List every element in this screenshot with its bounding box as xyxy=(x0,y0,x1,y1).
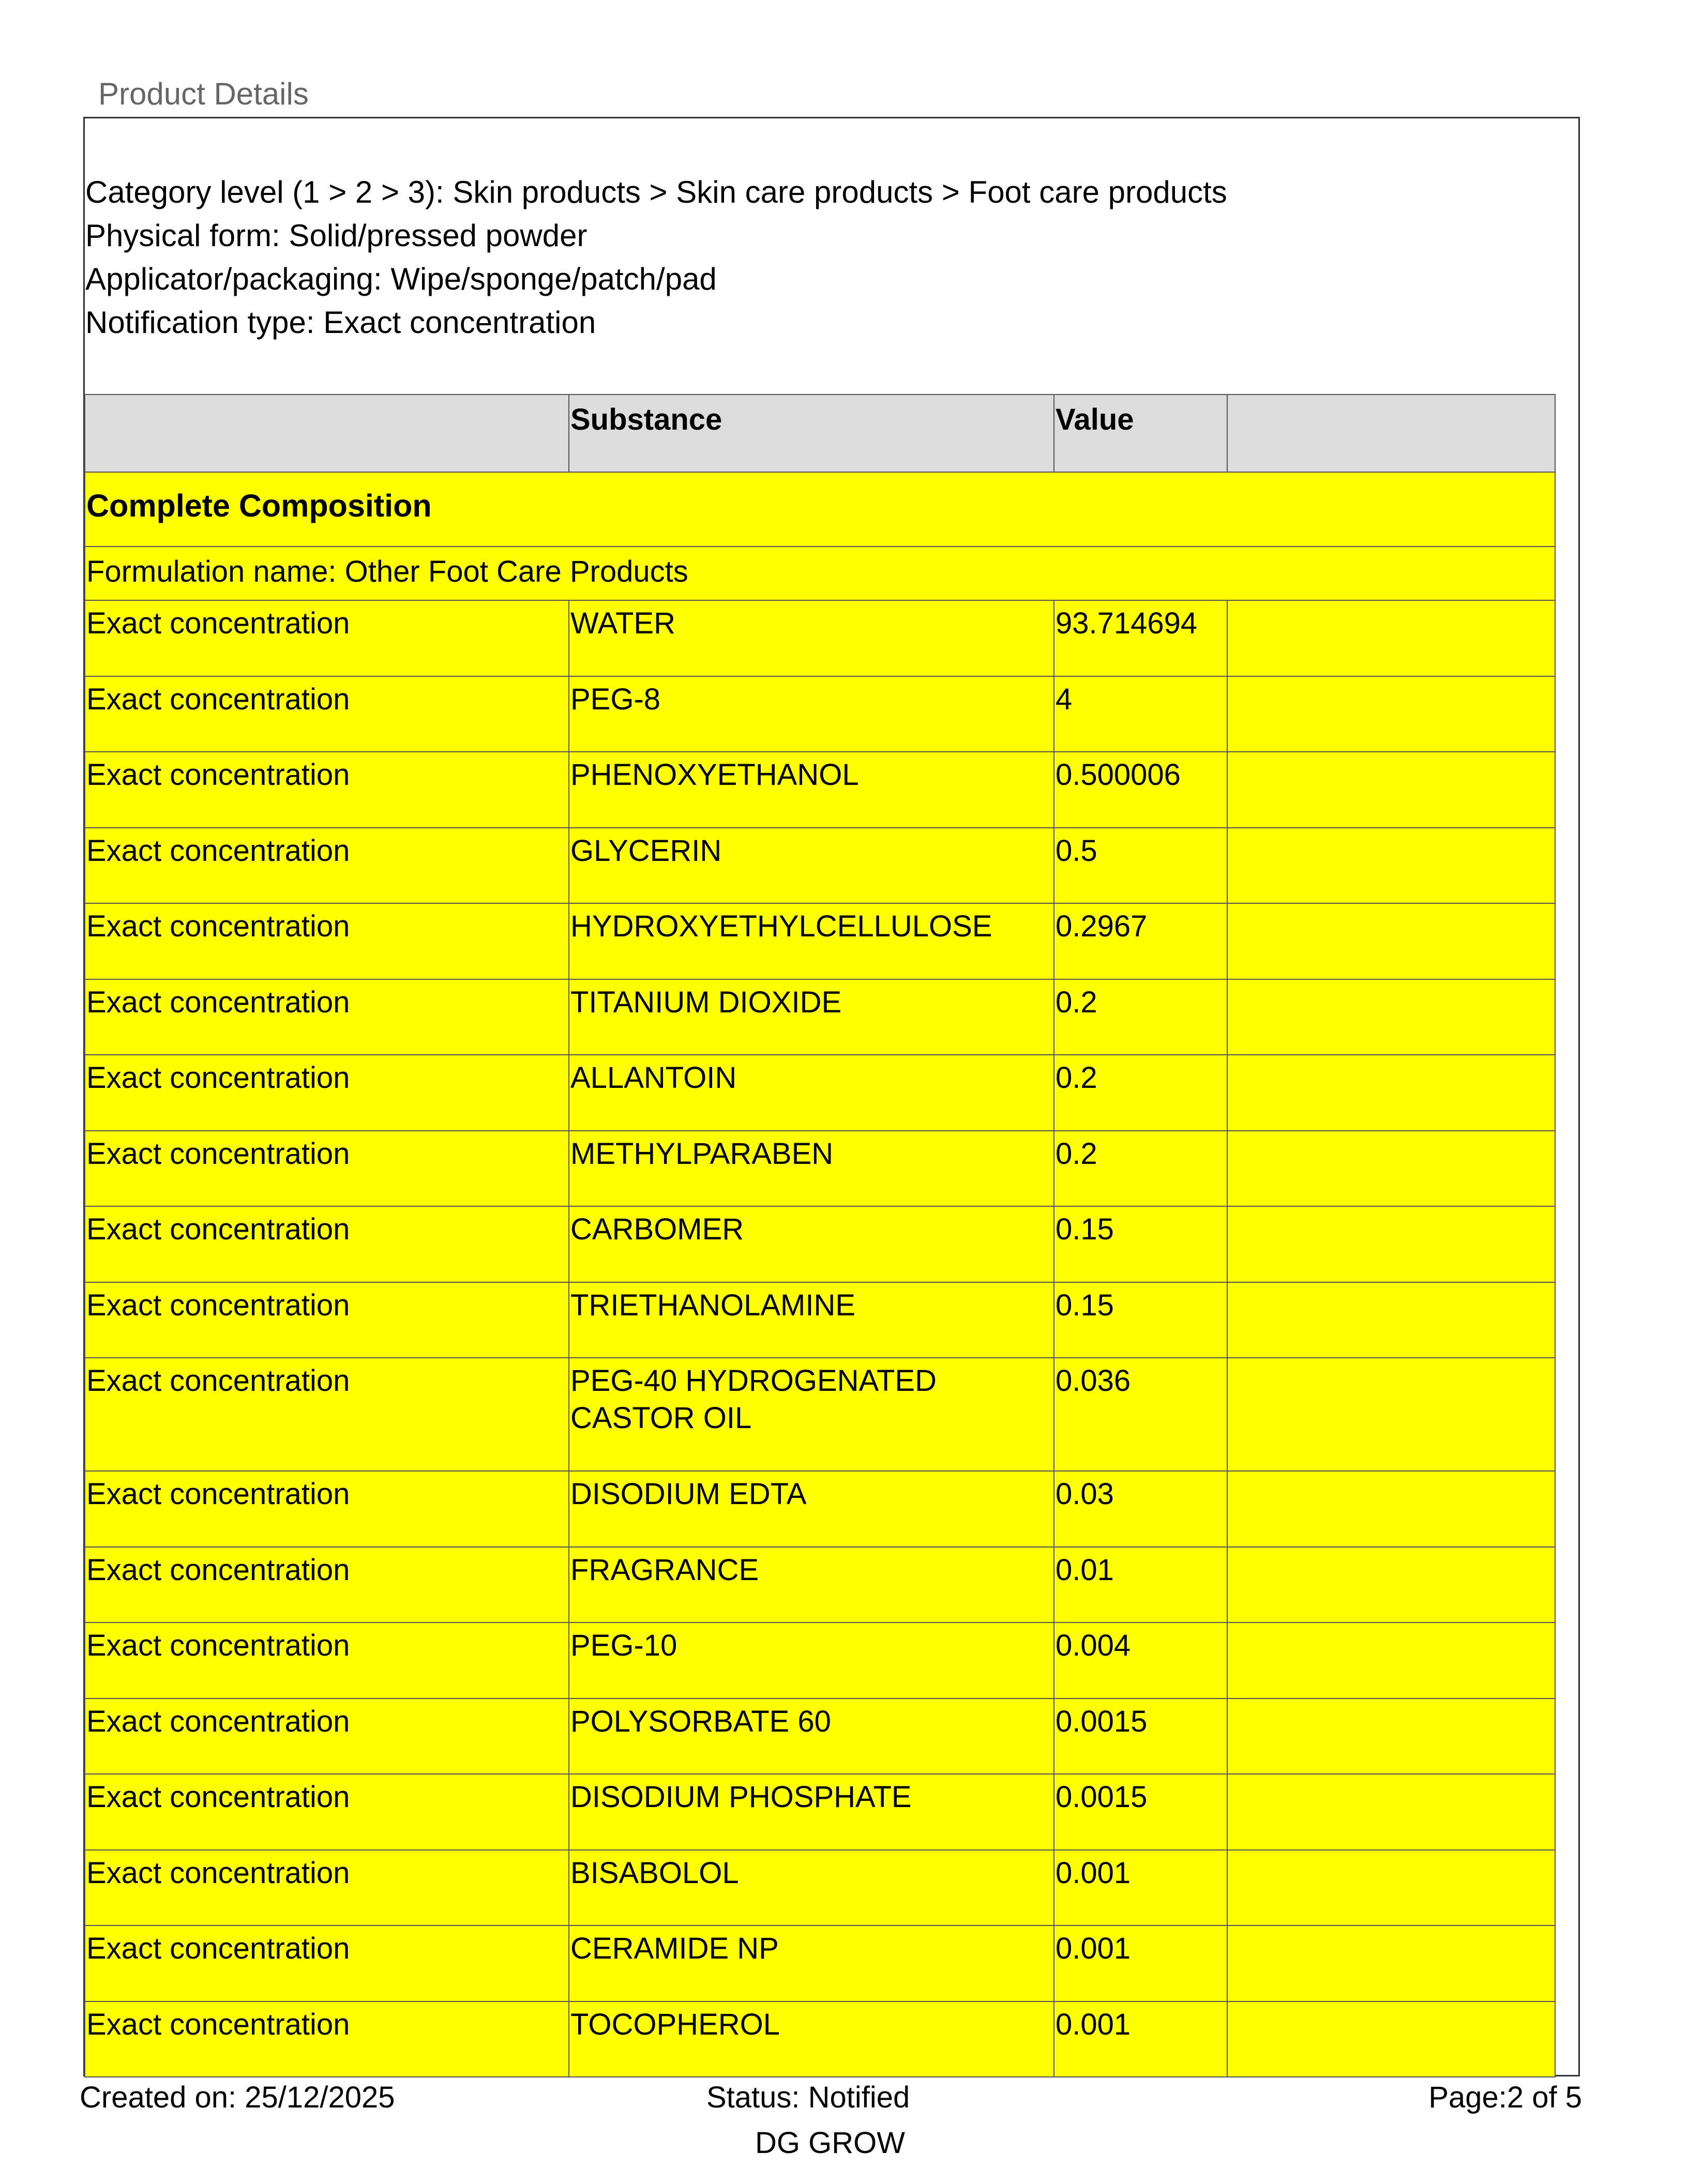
cell-value: 0.2967 xyxy=(1054,903,1227,979)
cell-type: Exact concentration xyxy=(85,1698,569,1775)
cell-value: 4 xyxy=(1054,676,1227,752)
cell-type: Exact concentration xyxy=(85,1358,569,1471)
cell-substance: POLYSORBATE 60 xyxy=(569,1698,1054,1775)
cell-extra xyxy=(1227,1925,1555,2001)
cell-type: Exact concentration xyxy=(85,1055,569,1131)
cell-extra xyxy=(1227,1774,1555,1850)
physical-form-line: Physical form: Solid/pressed powder xyxy=(85,218,587,253)
cell-substance: PEG-10 xyxy=(569,1622,1054,1698)
section-title: Product Details xyxy=(98,77,309,111)
cell-substance: METHYLPARABEN xyxy=(569,1131,1054,1207)
cell-extra xyxy=(1227,1850,1555,1926)
cell-substance: HYDROXYETHYLCELLULOSE xyxy=(569,903,1054,979)
cell-value: 0.001 xyxy=(1054,1850,1227,1926)
cell-value: 0.0015 xyxy=(1054,1774,1227,1850)
cell-extra xyxy=(1227,676,1555,752)
cell-type: Exact concentration xyxy=(85,600,569,676)
cell-value: 0.500006 xyxy=(1054,752,1227,828)
group-row xyxy=(85,472,1555,547)
table-row xyxy=(85,1698,1555,1775)
cell-extra xyxy=(1227,979,1555,1055)
cell-extra xyxy=(1227,1055,1555,1131)
cell-type: Exact concentration xyxy=(85,1282,569,1358)
cell-substance: WATER xyxy=(569,600,1054,676)
cell-substance: TRIETHANOLAMINE xyxy=(569,1282,1054,1358)
status-text: Status: Notified xyxy=(706,2081,910,2114)
cell-type: Exact concentration xyxy=(85,1471,569,1547)
composition-table xyxy=(84,394,1556,2077)
company-name: DG GROW xyxy=(755,2126,905,2160)
cell-type: Exact concentration xyxy=(85,828,569,904)
header-extra xyxy=(1227,395,1555,472)
cell-value: 0.004 xyxy=(1054,1622,1227,1698)
cell-value: 0.2 xyxy=(1054,1131,1227,1207)
cell-substance: PEG-8 xyxy=(569,676,1054,752)
table-row xyxy=(85,676,1555,752)
table-row xyxy=(85,828,1555,904)
cell-type: Exact concentration xyxy=(85,1622,569,1698)
cell-extra xyxy=(1227,752,1555,828)
cell-type: Exact concentration xyxy=(85,1850,569,1926)
cell-type: Exact concentration xyxy=(85,676,569,752)
cell-substance: TOCOPHEROL xyxy=(569,2001,1054,2077)
cell-value: 0.0015 xyxy=(1054,1698,1227,1775)
table-row xyxy=(85,1282,1555,1358)
table-row xyxy=(85,1925,1555,2001)
cell-value: 93.714694 xyxy=(1054,600,1227,676)
notification-type-line: Notification type: Exact concentration xyxy=(85,305,596,340)
category-line: Category level (1 > 2 > 3): Skin products > Skin care products > Foot care products xyxy=(85,175,1227,209)
product-info xyxy=(85,171,1227,344)
formulation-row xyxy=(85,547,1555,600)
cell-extra xyxy=(1227,1547,1555,1623)
cell-extra xyxy=(1227,1471,1555,1547)
table-row xyxy=(85,979,1555,1055)
table-row xyxy=(85,1622,1555,1698)
cell-extra xyxy=(1227,1282,1555,1358)
cell-type: Exact concentration xyxy=(85,1206,569,1282)
table-header-row xyxy=(85,395,1555,472)
cell-extra xyxy=(1227,903,1555,979)
formulation-name: Formulation name: Other Foot Care Products xyxy=(85,547,1555,600)
cell-substance: TITANIUM DIOXIDE xyxy=(569,979,1054,1055)
cell-substance: PHENOXYETHANOL xyxy=(569,752,1054,828)
table-row xyxy=(85,1055,1555,1131)
cell-extra xyxy=(1227,1131,1555,1207)
created-date: Created on: 25/12/2025 xyxy=(80,2081,395,2114)
header-substance: Substance xyxy=(569,395,1054,472)
cell-value: 0.036 xyxy=(1054,1358,1227,1471)
cell-value: 0.2 xyxy=(1054,1055,1227,1131)
cell-value: 0.001 xyxy=(1054,2001,1227,2077)
cell-value: 0.2 xyxy=(1054,979,1227,1055)
table-row xyxy=(85,1471,1555,1547)
cell-type: Exact concentration xyxy=(85,903,569,979)
cell-substance: PEG-40 HYDROGENATED CASTOR OIL xyxy=(569,1358,1054,1471)
cell-value: 0.03 xyxy=(1054,1471,1227,1547)
cell-extra xyxy=(1227,600,1555,676)
cell-extra xyxy=(1227,1622,1555,1698)
cell-type: Exact concentration xyxy=(85,1925,569,2001)
cell-type: Exact concentration xyxy=(85,1547,569,1623)
cell-type: Exact concentration xyxy=(85,1774,569,1850)
cell-substance: GLYCERIN xyxy=(569,828,1054,904)
cell-extra xyxy=(1227,828,1555,904)
cell-substance: ALLANTOIN xyxy=(569,1055,1054,1131)
header-value: Value xyxy=(1054,395,1227,472)
table-row xyxy=(85,2001,1555,2077)
table-row xyxy=(85,1774,1555,1850)
group-title: Complete Composition xyxy=(85,472,1555,547)
cell-substance: CARBOMER xyxy=(569,1206,1054,1282)
table-row xyxy=(85,1358,1555,1471)
cell-substance: CERAMIDE NP xyxy=(569,1925,1054,2001)
cell-type: Exact concentration xyxy=(85,1131,569,1207)
table-row xyxy=(85,1206,1555,1282)
cell-value: 0.15 xyxy=(1054,1206,1227,1282)
cell-type: Exact concentration xyxy=(85,2001,569,2077)
table-row xyxy=(85,1131,1555,1207)
cell-value: 0.5 xyxy=(1054,828,1227,904)
cell-value: 0.15 xyxy=(1054,1282,1227,1358)
applicator-line: Applicator/packaging: Wipe/sponge/patch/pad xyxy=(85,262,717,296)
table-row xyxy=(85,1547,1555,1623)
cell-extra xyxy=(1227,1358,1555,1471)
table-row xyxy=(85,752,1555,828)
table-row xyxy=(85,1850,1555,1926)
cell-extra xyxy=(1227,1206,1555,1282)
cell-substance: FRAGRANCE xyxy=(569,1547,1054,1623)
cell-extra xyxy=(1227,1698,1555,1775)
header-type xyxy=(85,395,569,472)
cell-extra xyxy=(1227,2001,1555,2077)
cell-type: Exact concentration xyxy=(85,752,569,828)
cell-type: Exact concentration xyxy=(85,979,569,1055)
table-row xyxy=(85,600,1555,676)
cell-substance: DISODIUM EDTA xyxy=(569,1471,1054,1547)
cell-substance: BISABOLOL xyxy=(569,1850,1054,1926)
table-row xyxy=(85,903,1555,979)
cell-substance: DISODIUM PHOSPHATE xyxy=(569,1774,1054,1850)
cell-value: 0.001 xyxy=(1054,1925,1227,2001)
cell-value: 0.01 xyxy=(1054,1547,1227,1623)
page-number: Page:2 of 5 xyxy=(1428,2081,1582,2114)
